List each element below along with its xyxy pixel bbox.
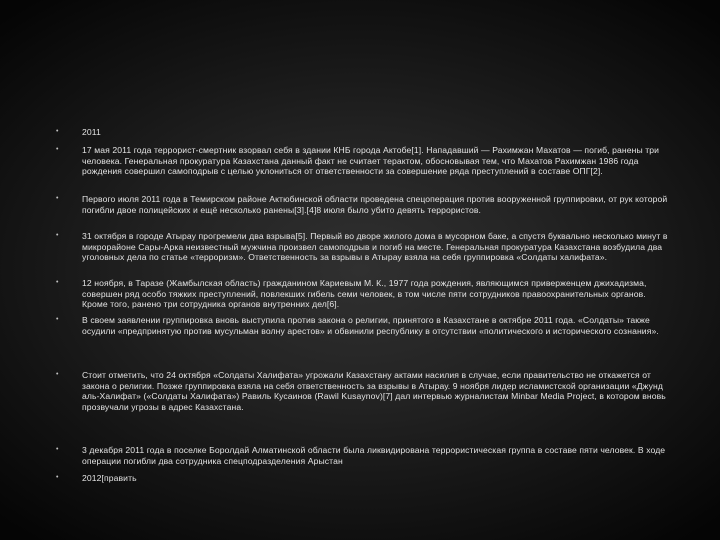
bullet-marker: • (56, 371, 59, 378)
list-item (82, 370, 668, 412)
list-item (82, 145, 668, 177)
list-item-text: 2011 (82, 127, 101, 137)
list-item-text: Первого июля 2011 года в Темирском районе Актюбинской области проведена спецоперация против вооруженной группировки, от рук которой погибли двое полицейских и ещё несколько ранены[3].[4]8 июля было убито девять террористов. (82, 194, 668, 215)
list-item (82, 445, 668, 466)
bullet-marker: • (56, 195, 59, 202)
list-item-text: Стоит отметить, что 24 октября «Солдаты Халифата» угрожали Казахстану актами насилия в случае, если правительство не откажется от закона о религии. Позже группировка взяла на себя ответственность за взрывы в Атырау. 9 ноября лидер исламистской организации «Джунд аль-Халифат» («Солдаты Халифата») Равиль Кусаинов (Rawil Kusaynov)[7] дал интервью журналистам Minbar Media Project, в котором вновь прозвучали угрозы в адрес Казахстана. (82, 370, 666, 412)
list-item (82, 231, 668, 263)
list-item-text: 12 ноября, в Таразе (Жамбылская область) гражданином Кариевым М. К., 1977 года рождения, являющимся приверженцем джихадизма, совершен ряд особо тяжких преступлений, повлекших гибель семи человек, в том числе пяти сотрудников правоохранительных органов. Кроме того, ранено три сотрудника органов внутренних дел[6]. (82, 278, 647, 309)
list-item (82, 315, 668, 336)
bullet-marker: • (56, 279, 59, 286)
bullet-marker: • (56, 446, 59, 453)
list-item-2011-heading (82, 127, 668, 138)
list-item (82, 278, 668, 310)
list-item-text: 17 мая 2011 года террорист-смертник взорвал себя в здании КНБ города Актобе[1]. Нападавший — Рахимжан Махатов — погиб, ранены три человека. Генеральная прокуратура Казахстана данный факт не считает терактом, обосновывая тем, что Махатов Рахимжан 1986 года рождения совершил самоподрыв с целью уклониться от ответственности за совершение ряда преступлений в составе ОПГ[2]. (82, 145, 660, 176)
list-item-text: 3 декабря 2011 года в поселке Боролдай Алматинской области была ликвидирована террористическая группа в составе пяти человек. В ходе операции погибли два сотрудника спецподразделения Арыстан (82, 445, 666, 466)
list-item-text: 2012[править (82, 473, 137, 483)
bullet-marker: • (56, 146, 59, 153)
list-item-text: 31 октября в городе Атырау прогремели два взрыва[5]. Первый во дворе жилого дома в мусорном баке, а спустя буквально несколько минут в микрорайоне Сары-Арка неизвестный мужчина произвел самоподрыв и погиб на месте. Генеральная прокуратура Казахстана возбудила два уголовных дела по статье «терроризм». Ответственность за взрывы в Атырау взяла на себя группировка «Солдаты халифата». (82, 231, 668, 262)
bullet-marker: • (56, 474, 59, 481)
list-item-2012-heading (82, 473, 668, 484)
bullet-marker: • (56, 316, 59, 323)
list-item (82, 194, 668, 215)
bullet-marker: • (56, 128, 59, 135)
bullet-marker: • (56, 232, 59, 239)
list-item-text: В своем заявлении группировка вновь выступила против закона о религии, принятого в Казахстане в октябре 2011 года. «Солдаты» также осудили «предпринятую против мусульман волну арестов» и обвинили республику в отсутствии «политического и исторического сознания». (82, 315, 659, 336)
